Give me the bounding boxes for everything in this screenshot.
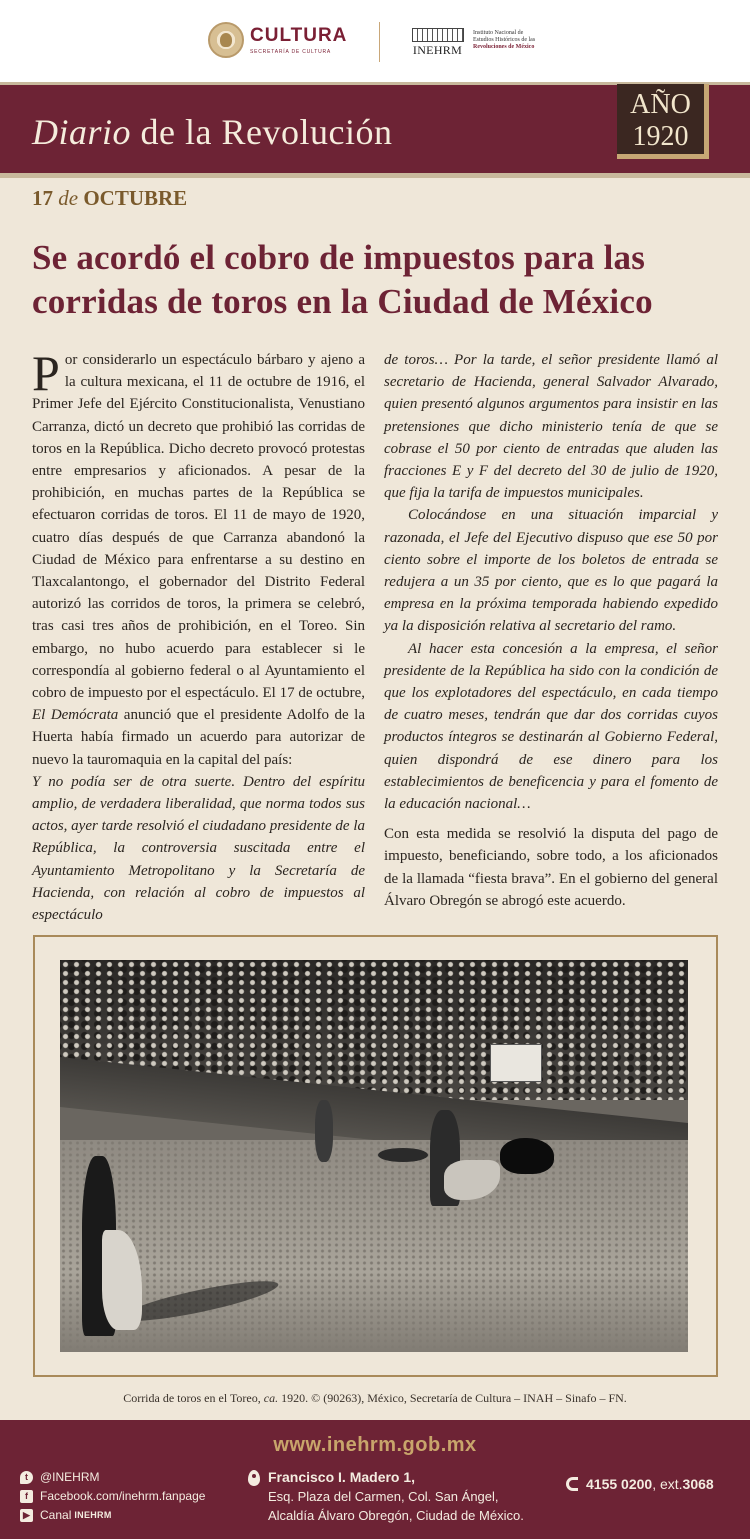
twitter-icon: t — [20, 1471, 33, 1484]
twitter-link[interactable]: t @INEHRM — [20, 1468, 205, 1487]
torero-figure — [315, 1100, 333, 1162]
location-pin-icon — [248, 1470, 260, 1486]
bullfight-photo — [60, 960, 688, 1352]
youtube-link[interactable]: ▶ Canal INEHRM — [20, 1506, 205, 1525]
article-column-right — [384, 349, 718, 912]
logo-bar — [0, 0, 750, 82]
closing-paragraph: Con esta medida se resolvió la disputa del pago de impuesto, beneficiando, sobre todo, a los aficionados de la llamada “fiesta brava”. En el gobierno del general Álvaro Obregón se abrogó este acuerdo. — [384, 826, 718, 909]
photo-caption: Corrida de toros en el Toreo, ca. 1920. © (90263), México, Secretaría de Cultura – INAH – Sinafo – FN. — [123, 1391, 627, 1405]
article-date: 17 de OCTUBRE — [32, 186, 188, 210]
inehrm-acronym: INEHRM — [412, 43, 463, 57]
inehrm-fullname: Instituto Nacional de Estudios Históricos de las Revoluciones de México — [473, 30, 536, 50]
arena-banner — [490, 1044, 542, 1082]
paragraph-1: Por considerarlo un espectáculo bárbaro y ajeno a la cultura mexicana, el 11 de octubre de 1916, el Primer Jefe del Ejército Constitucionalista, Venustiano Carranza, dictó un decreto que prohibió las corridas de toros en la República. Dicho decreto provocó protestas entre empresarios y aficionados. A pesar de la prohibición, en muchas partes de la República se efectuaron corridas de toros. El 11 de mayo de 1920, cuatro días después de que Carranza abandonó la Ciudad de México para enfrentarse a su destino en Tlaxcalantongo, el gobernador del Distrito Federal autorizó las corridos de toros, la primera se celebró, tras casi tres años de prohibición, en el Toreo. Sin embargo, no hubo acuerdo para establecer si le correspondía al gobierno federal o al Ayuntamiento el cobro de impuesto por el espectáculo. El 17 de octubre, El Demócrata anunció que el presidente Adolfo de la Huerta había firmado un acuerdo para autorizar de nuevo la tauromaquia en la capital del país: — [32, 345, 365, 768]
facebook-link[interactable]: f Facebook.com/inehrm.fanpage — [20, 1487, 205, 1506]
drop-cap: P — [32, 345, 60, 401]
article-headline: Se acordó el cobro de impuestos para las corridas de toros en la Ciudad de México — [32, 238, 653, 321]
year-label: AÑO — [630, 89, 691, 120]
year-box — [617, 84, 709, 159]
article-column-left — [32, 345, 365, 926]
phone-icon — [566, 1477, 578, 1491]
quote-3: Al hacer esta concesión a la empresa, el señor presidente de la República ha sido con la condición de que los explotadores del espectáculo, en cada tiempo de cuatro meses, tendrán que dar dos corridas cuyos productos íntegros se destinarán al Gobierno Federal, quien dispondrá de ese dinero para los establecimientos de beneficencia y para el fomento de la educación nacional… — [384, 640, 718, 813]
cultura-subtitle: SECRETARÍA DE CULTURA — [250, 49, 332, 55]
fallen-figure — [378, 1148, 428, 1162]
quote-1-continued: de toros… Por la tarde, el señor presidente llamó al secretario de Hacienda, general Salvador Alvarado, quien presentó algunos argumentos para insistir en las pretensiones que dicho ministerio tenía de que se cobrase el 50 por ciento de entradas que aluden las fracciones E y F del decreto del 30 de julio de 1920, que fija la tarifa de impuestos municipales. — [384, 352, 718, 502]
seal-icon — [208, 22, 244, 58]
quote-2: Colocándose en una situación imparcial y razonada, el Jefe del Ejecutivo dispuso que ese 50 por ciento sobre el importe de los boletos de entrada se redujera a un 35 por ciento, que es lo que pagará la empresa en la próxima temporada habiendo expedido ya la disposición relativa al secretario del ramo. — [384, 507, 718, 635]
bottom-rule — [0, 173, 750, 178]
youtube-icon: ▶ — [20, 1509, 33, 1522]
quote-1: Y no podía ser de otra suerte. Dentro del espíritu amplio, de verdadera liberalidad, que norma todos sus actos, ayer tarde resolvió el ciudadano presidente de la República, la controversia suscitada entre el Ayuntamiento Metropolitano y la Secretaría de Hacienda, con relación al cobro de impuestos al espectáculo — [32, 773, 365, 924]
arena-sand — [60, 1140, 688, 1352]
social-links — [20, 1468, 205, 1525]
inehrm-logo[interactable] — [406, 28, 535, 58]
cultura-name: CULTURA — [250, 25, 348, 46]
website-link[interactable]: www.inehrm.gob.mx — [273, 1434, 477, 1456]
address: Francisco I. Madero 1, Esq. Plaza del Carmen, Col. San Ángel, Alcaldía Álvaro Obregón, Ciudad de México. — [248, 1468, 524, 1525]
newspaper-name: El Demócrata — [32, 707, 119, 724]
year-value: 1920 — [632, 121, 689, 152]
series-title: Diario de la Revolución — [32, 112, 393, 152]
footer — [0, 1420, 750, 1539]
building-icon — [412, 28, 464, 42]
cultura-logo[interactable] — [208, 22, 347, 58]
facebook-icon: f — [20, 1490, 33, 1503]
bull-figure — [500, 1138, 554, 1174]
phone-number[interactable]: 4155 0200 , ext. 3068 — [566, 1476, 714, 1492]
logo-divider — [379, 22, 380, 62]
